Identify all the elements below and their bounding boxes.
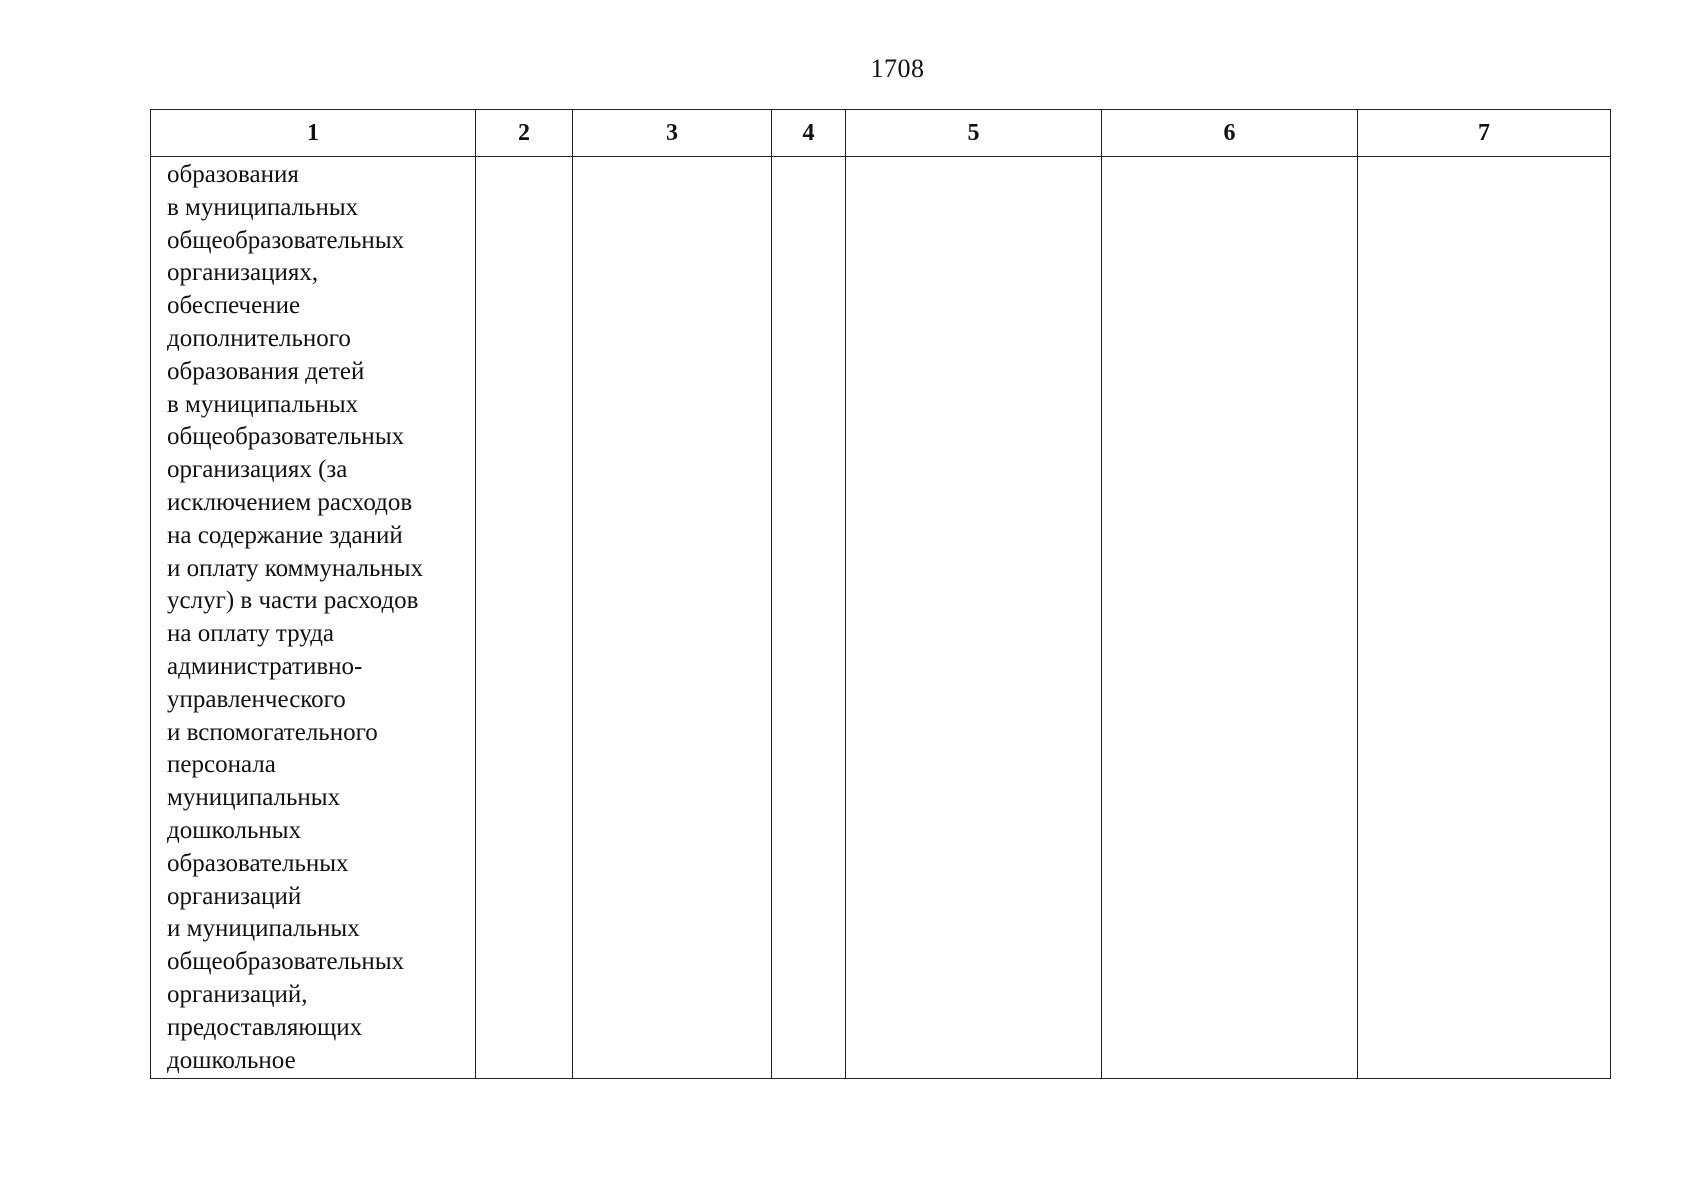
cell-col-3 [573,157,772,1079]
page-number: 1708 [870,54,925,83]
cell-col-5 [846,157,1102,1079]
cell-col-6 [1102,157,1358,1079]
column-header-2: 2 [476,110,573,157]
table-row [151,157,1611,1079]
data-table [150,109,1611,1079]
cell-col-2 [476,157,573,1079]
row-description: образования в муниципальных общеобразовательных организациях, обеспечение дополнительного образования детей в муниципальных общеобразовательных организациях (за исключением расходов на содержание зданий и оплату коммунальных услуг) в части расходов на оплату труда административно- управленческого и вспомогательного персонала муниципальных дошкольных образовательных организаций и муниципальных общеобразовательных организаций, предоставляющих дошкольное [167,161,424,1074]
column-header-7: 7 [1358,110,1611,157]
cell-col-4 [772,157,846,1079]
cell-col-7 [1358,157,1611,1079]
cell-col-1 [151,157,476,1079]
column-header-1: 1 [151,110,476,157]
column-header-6: 6 [1102,110,1358,157]
column-header-5: 5 [846,110,1102,157]
column-header-3: 3 [573,110,772,157]
header-row [151,110,1611,157]
column-header-4: 4 [772,110,846,157]
